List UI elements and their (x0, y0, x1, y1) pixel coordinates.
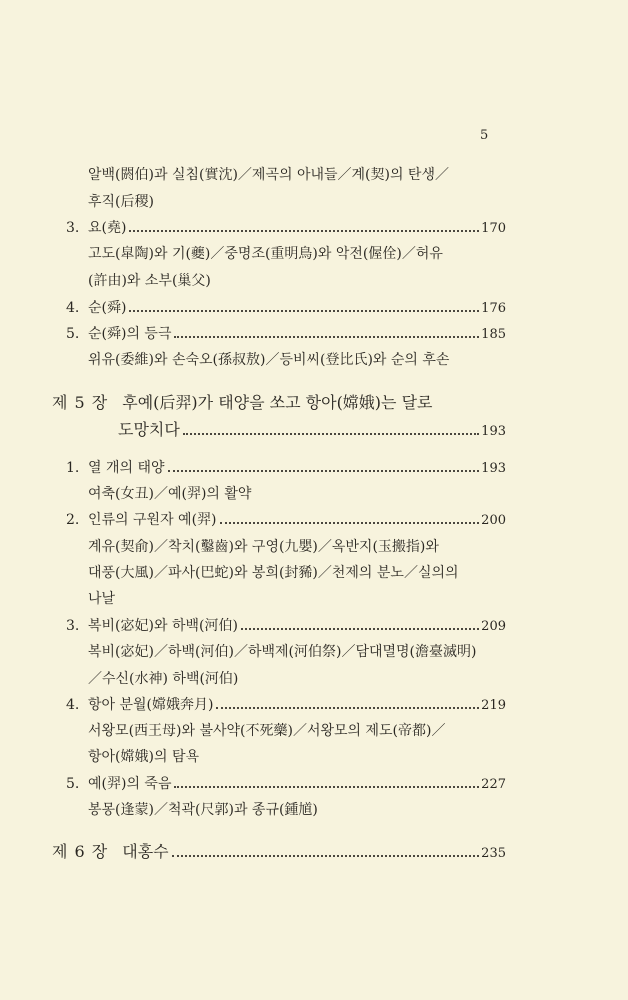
dot-leader (168, 470, 480, 472)
subtopic-line: 알백(閼伯)과 실침(實沈)／제곡의 아내들／계(契)의 탄생／ (88, 167, 449, 183)
dot-leader (174, 336, 479, 338)
toc-entry[interactable] (66, 508, 506, 532)
dot-leader (129, 230, 479, 232)
dot-leader (241, 628, 479, 630)
chapter-heading-continued[interactable] (118, 418, 506, 442)
entry-page: 200 (481, 513, 506, 528)
chapter-page: 235 (481, 846, 506, 861)
subtopic-line: (許由)와 소부(巢父) (88, 273, 211, 289)
toc-entry[interactable] (66, 456, 506, 480)
dot-leader (172, 855, 480, 857)
chapter-title: 대홍수 (122, 842, 169, 861)
chapter-page: 193 (481, 424, 506, 439)
entry-page: 219 (481, 698, 506, 713)
chapter-number: 제 5 장 (52, 393, 109, 412)
entry-page: 185 (481, 327, 506, 342)
chapter-title: 후예(后羿)가 태양을 쏘고 항아(嫦娥)는 달로 (122, 393, 433, 412)
entry-title: 예(羿)의 죽음 (88, 776, 172, 792)
entry-title: 항아 분월(嫦娥奔月) (88, 697, 214, 713)
toc-entry[interactable] (66, 614, 506, 638)
entry-number: 5. (66, 326, 80, 342)
subtopic-line: 나날 (88, 591, 116, 607)
dot-leader (129, 310, 479, 312)
dot-leader (183, 433, 479, 435)
subtopic-line: 항아(嫦娥)의 탐욕 (88, 749, 199, 765)
subtopic-line: 후직(后稷) (88, 194, 154, 210)
entry-title: 순(舜)의 등극 (88, 326, 172, 342)
dot-leader (220, 522, 480, 524)
toc-entry[interactable] (66, 322, 506, 346)
entry-number: 4. (66, 300, 80, 316)
entry-title: 복비(宓妃)와 하백(河伯) (88, 618, 238, 634)
entry-number: 4. (66, 697, 80, 713)
entry-page: 193 (481, 461, 506, 476)
subtopic-line: 계유(契俞)／착치(鑿齒)와 구영(九嬰)／옥반지(玉搬指)와 (88, 539, 439, 555)
subtopic-line: 대풍(大風)／파사(巴蛇)와 봉희(封豨)／천제의 분노／실의의 (88, 565, 459, 581)
entry-page: 176 (481, 301, 506, 316)
toc-entry[interactable] (66, 693, 506, 717)
chapter-number: 제 6 장 (52, 842, 109, 861)
subtopic-line: 복비(宓妃)／하백(河伯)／하백제(河伯祭)／담대멸명(澹臺滅明) (88, 644, 477, 660)
toc-entry[interactable] (66, 772, 506, 796)
entry-title: 인류의 구원자 예(羿) (88, 512, 217, 528)
entry-number: 1. (66, 460, 80, 476)
chapter-heading[interactable] (52, 391, 506, 415)
chapter-heading[interactable] (52, 840, 506, 864)
entry-number: 2. (66, 512, 80, 528)
subtopic-line: ／수신(水神) 하백(河伯) (88, 671, 239, 687)
subtopic-line: 위유(委維)와 손숙오(孫叔敖)／등비씨(登比氏)와 순의 후손 (88, 352, 450, 368)
dot-leader (174, 786, 479, 788)
entry-title: 순(舜) (88, 300, 127, 316)
entry-page: 209 (481, 619, 506, 634)
chapter-title: 도망치다 (118, 420, 180, 439)
entry-number: 3. (66, 618, 80, 634)
page-number: 5 (480, 128, 489, 143)
entry-title: 요(堯) (88, 220, 127, 236)
toc-entry[interactable] (66, 296, 506, 320)
entry-number: 5. (66, 776, 80, 792)
subtopic-line: 봉몽(逢蒙)／척곽(尺郭)과 종규(鍾馗) (88, 802, 318, 818)
entry-number: 3. (66, 220, 80, 236)
entry-page: 170 (481, 221, 506, 236)
subtopic-line: 서왕모(西王母)와 불사약(不死藥)／서왕모의 제도(帝都)／ (88, 723, 446, 739)
entry-page: 227 (481, 777, 506, 792)
subtopic-line: 고도(皐陶)와 기(夔)／중명조(重明鳥)와 악전(偓佺)／허유 (88, 246, 443, 262)
subtopic-line: 여축(女丑)／예(羿)의 활약 (88, 486, 252, 502)
entry-title: 열 개의 태양 (88, 460, 165, 476)
toc-entry[interactable] (66, 216, 506, 240)
dot-leader (216, 707, 479, 709)
